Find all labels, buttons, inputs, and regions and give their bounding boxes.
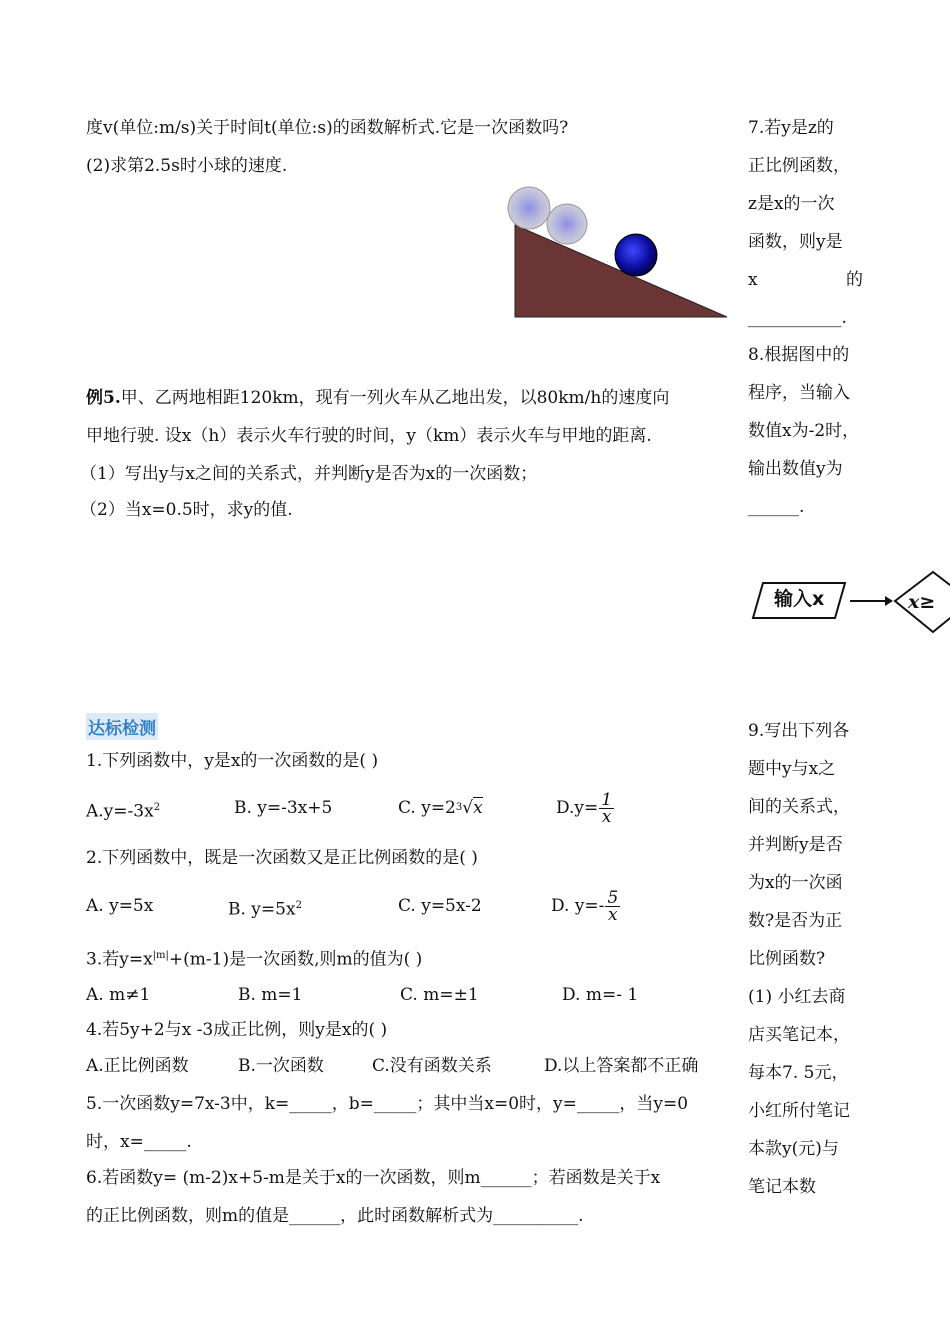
problem-text-line: 度v(单位:m/s)关于时间t(单位:s)的函数解析式.它是一次函数吗? — [86, 118, 569, 138]
flow-condition-label: x≥ — [908, 591, 936, 613]
q7-de: 的 — [846, 270, 863, 290]
q7-line: z是x的一次 — [748, 194, 835, 214]
q8-line: 数值x为-2时， — [748, 421, 860, 441]
question-5-line: 时，x=_____. — [86, 1132, 192, 1152]
q4-option-d: D.以上答案都不正确 — [544, 1056, 699, 1076]
ramp-balls-illustration — [505, 185, 735, 325]
blue-ball — [615, 234, 657, 276]
q2-option-a: A. y=5x — [86, 896, 154, 916]
q8-line: 输出数值y为 — [748, 459, 843, 479]
q2-option-b: B. $y=5x^2$ — [228, 899, 302, 920]
q7-x: x — [748, 270, 758, 290]
example-5-line: 甲地行驶. 设x（h）表示火车行驶的时间，y（km）表示火车与甲地的距离. — [86, 426, 652, 446]
q7-blank: ___________. — [748, 308, 847, 328]
q4-option-b: B.一次函数 — [238, 1056, 324, 1076]
q9-line: 每本7. 5元， — [748, 1063, 849, 1083]
arrow-head-icon — [885, 596, 893, 606]
example-5-text: 甲、乙两地相距120km，现有一列火车从乙地出发，以80km/h的速度向 — [120, 388, 670, 408]
q9-line: 数?是否为正 — [748, 911, 843, 931]
q3-option-c: C. m=±1 — [400, 985, 479, 1005]
question-4-stem: 4.若5y+2与x -3成正比例，则y是x的( ) — [86, 1020, 388, 1040]
example-5-label: 例5. — [86, 388, 121, 408]
question-5-line: 5.一次函数y=7x-3中，k=_____，b=_____；其中当x=0时，y=_____，当y=0 — [86, 1094, 689, 1114]
question-6-line: 的正比例函数，则m的值是______，此时函数解析式为__________. — [86, 1206, 584, 1226]
q2-option-d: D. y=- $\frac{5}{x}$ — [551, 888, 619, 925]
q9-line: 并判断y是否 — [748, 835, 843, 855]
q9-line: 笔记本数 — [748, 1177, 816, 1197]
q4-option-a: A.正比例函数 — [86, 1056, 189, 1076]
question-1-stem: 1.下列函数中，y是x的一次函数的是( ) — [86, 751, 379, 771]
flow-input-label: 输入x — [774, 588, 825, 610]
q9-line: 小红所付笔记 — [748, 1101, 850, 1121]
question-6-line: 6.若函数y= (m-2)x+5-m是关于x的一次函数，则m______；若函数是关于x — [86, 1168, 661, 1188]
q1-option-d: D.y= $\frac{1}{x}$ — [556, 790, 613, 827]
section-title: 达标检测 — [86, 713, 158, 740]
q7-line: 7.若y是z的 — [748, 118, 834, 138]
q1-option-c: C. $y=2^3√x$ — [398, 798, 483, 818]
question-3-stem: 3.若$y=x^{|m|}+(m-1)$是一次函数,则m的值为( ) — [86, 949, 423, 970]
q9-line: 题中y与x之 — [748, 759, 836, 779]
q3-option-a: A. m≠1 — [86, 985, 151, 1005]
q9-line: 比例函数? — [748, 949, 826, 969]
fraction: $\frac{5}{x}$ — [607, 888, 619, 925]
q8-line: ______. — [748, 497, 805, 517]
gray-ball — [508, 187, 550, 229]
gray-ball — [547, 204, 587, 244]
q1-option-a: $A.y=-3x^2$ — [86, 801, 161, 822]
question-2-stem: 2.下列函数中，既是一次函数又是正比例函数的是( ) — [86, 848, 478, 868]
q3-option-b: B. m=1 — [238, 985, 303, 1005]
problem-text-line: (2)求第2.5s时小球的速度. — [86, 156, 288, 176]
q9-line: 店买笔记本， — [748, 1025, 850, 1045]
q2-option-c: C. y=5x-2 — [398, 896, 482, 916]
q8-line: 程序，当输入 — [748, 383, 850, 403]
q9-line: 9.写出下列各 — [748, 721, 850, 741]
q3-option-d: D. m=- 1 — [562, 985, 639, 1005]
example-5-line: （1）写出y与x之间的关系式，并判断y是否为x的一次函数； — [80, 464, 538, 484]
q9-line: 间的关系式， — [748, 797, 850, 817]
ramp-shape — [515, 225, 727, 317]
q9-line: 为x的一次函 — [748, 873, 843, 893]
example-5-line — [86, 388, 669, 408]
q7-line: 函数，则y是 — [748, 232, 843, 252]
fraction: $\frac{1}{x}$ — [601, 790, 613, 827]
q4-option-c: C.没有函数关系 — [372, 1056, 492, 1076]
q8-line: 8.根据图中的 — [748, 345, 850, 365]
q9-line: 本款y(元)与 — [748, 1139, 839, 1159]
q7-line: 正比例函数， — [748, 156, 850, 176]
example-5-line: （2）当x=0.5时，求y的值. — [80, 500, 293, 520]
q1-option-b: B. y=-3x+5 — [234, 798, 333, 818]
q9-line: (1) 小红去商 — [748, 987, 846, 1007]
